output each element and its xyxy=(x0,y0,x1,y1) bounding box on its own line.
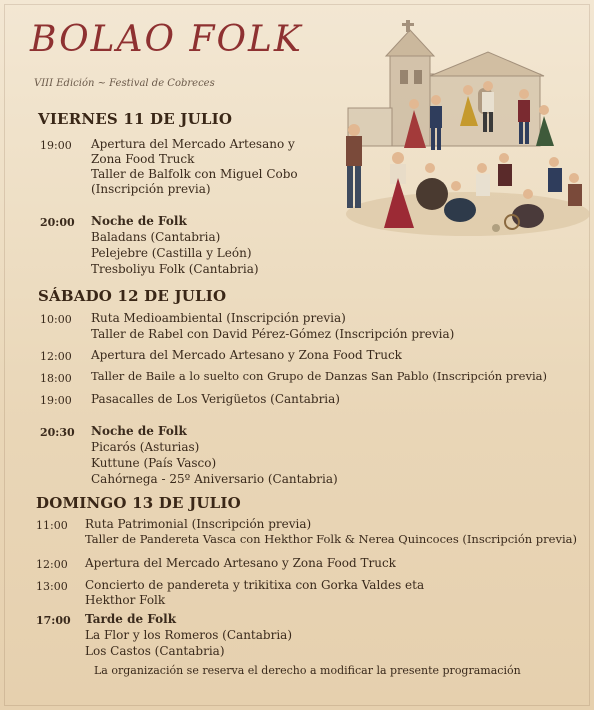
event-line: La Flor y los Romeros (Cantabria) xyxy=(85,628,292,642)
event-time: 19:00 xyxy=(40,394,72,407)
event-time: 19:00 xyxy=(40,139,72,152)
event-line: Concierto de pandereta y trikitixa con Gorka Valdes eta xyxy=(85,578,425,592)
event-time: 20:00 xyxy=(40,216,75,229)
event-time: 20:30 xyxy=(40,426,75,439)
event-time: 12:00 xyxy=(40,350,72,363)
event-line: Taller de Rabel con David Pérez-Gómez (Inscripción previa) xyxy=(91,327,455,341)
event-time: 10:00 xyxy=(40,313,72,326)
event-line: Cahórnega - 25º Aniversario (Cantabria) xyxy=(91,472,338,486)
event-time: 12:00 xyxy=(36,558,68,571)
event-time: 18:00 xyxy=(40,372,72,385)
event-title: Tarde de Folk xyxy=(85,612,177,626)
event-line: (Inscripción previa) xyxy=(91,182,211,196)
event-line: Picarós (Asturias) xyxy=(91,440,200,454)
day-heading-sabado: SÁBADO 12 DE JULIO xyxy=(38,287,227,305)
day-heading-domingo: DOMINGO 13 DE JULIO xyxy=(36,494,241,512)
event-line: Hekthor Folk xyxy=(85,593,166,607)
event-line: Los Castos (Cantabria) xyxy=(85,644,225,658)
event-line: Tresboliyu Folk (Cantabria) xyxy=(91,262,259,276)
event-line: Apertura del Mercado Artesano y Zona Food Truck xyxy=(85,556,396,570)
event-line: Ruta Patrimonial (Inscripción previa) xyxy=(85,517,312,531)
event-time: 13:00 xyxy=(36,580,68,593)
day-heading-viernes: VIERNES 11 DE JULIO xyxy=(38,110,233,128)
festival-logo: BOLAO FOLK xyxy=(30,19,303,60)
event-line: Taller de Pandereta Vasca con Hekthor Folk & Nerea Quincoces (Inscripción previa) xyxy=(85,532,577,546)
event-time: 17:00 xyxy=(36,614,71,627)
event-title: Noche de Folk xyxy=(91,214,187,228)
event-line: Taller de Baile a lo suelto con Grupo de Danzas San Pablo (Inscripción previa) xyxy=(91,369,547,383)
event-line: Pasacalles de Los Verigüetos (Cantabria) xyxy=(91,392,340,406)
event-time: 11:00 xyxy=(36,519,68,532)
event-line: Taller de Balfolk con Miguel Cobo xyxy=(91,167,298,181)
event-line: Kuttune (País Vasco) xyxy=(91,456,217,470)
event-line: Apertura del Mercado Artesano y xyxy=(91,137,295,151)
event-line: Ruta Medioambiental (Inscripción previa) xyxy=(91,311,346,325)
festival-subtitle: VIII Edición ~ Festival de Cobreces xyxy=(34,78,215,89)
folk-dance-illustration-icon xyxy=(328,18,590,243)
disclaimer-text: La organización se reserva el derecho a modificar la presente programación xyxy=(94,664,521,677)
church-icon xyxy=(348,20,544,146)
event-line: Zona Food Truck xyxy=(91,152,195,166)
event-line: Apertura del Mercado Artesano y Zona Food Truck xyxy=(91,348,402,362)
event-title: Noche de Folk xyxy=(91,424,187,438)
event-line: Baladans (Cantabria) xyxy=(91,230,221,244)
event-line: Pelejebre (Castilla y León) xyxy=(91,246,252,260)
